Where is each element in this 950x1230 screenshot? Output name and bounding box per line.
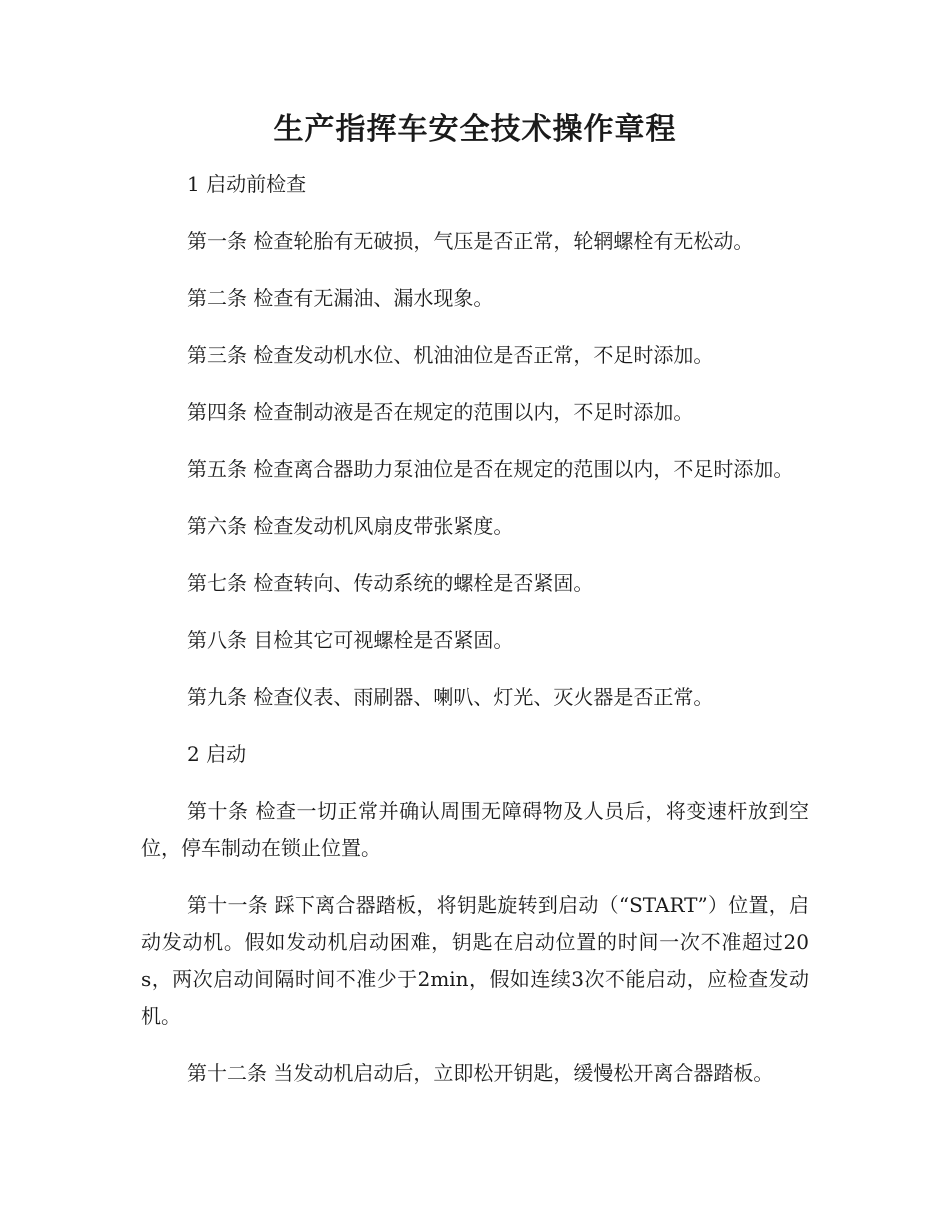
article-6: 第六条 检查发动机风扇皮带张紧度。 xyxy=(187,514,514,538)
document-body xyxy=(141,166,809,1112)
article-3: 第三条 检查发动机水位、机油油位是否正常，不足时添加。 xyxy=(187,343,714,367)
article-4: 第四条 检查制动液是否在规定的范围以内，不足时添加。 xyxy=(187,400,694,424)
article-12: 第十二条 当发动机启动后，立即松开钥匙，缓慢松开离合器踏板。 xyxy=(187,1061,774,1085)
article-5: 第五条 检查离合器助力泵油位是否在规定的范围以内，不足时添加。 xyxy=(187,457,794,481)
article-10: 第十条 检查一切正常并确认周围无障碍物及人员后，将变速杆放到空位，停车制动在锁止位置。 xyxy=(141,799,809,860)
section-heading-pre-start-check: 1 启动前检查 xyxy=(187,172,307,196)
article-8: 第八条 目检其它可视螺栓是否紧固。 xyxy=(187,628,514,652)
article-2: 第二条 检查有无漏油、漏水现象。 xyxy=(187,286,494,310)
article-7: 第七条 检查转向、传动系统的螺栓是否紧固。 xyxy=(187,571,594,595)
article-1: 第一条 检查轮胎有无破损，气压是否正常，轮辋螺栓有无松动。 xyxy=(187,229,754,253)
document-title: 生产指挥车安全技术操作章程 xyxy=(273,112,677,147)
article-9: 第九条 检查仪表、雨刷器、喇叭、灯光、灭火器是否正常。 xyxy=(187,685,714,709)
article-11: 第十一条 踩下离合器踏板，将钥匙旋转到启动（“START”）位置，启动发动机。假如发动机启动困难，钥匙在启动位置的时间一次不准超过20s，两次启动间隔时间不准少于2min，假如连续3次不能启动，应检查发动机。 xyxy=(141,893,809,1028)
section-heading-start: 2 启动 xyxy=(187,742,247,766)
